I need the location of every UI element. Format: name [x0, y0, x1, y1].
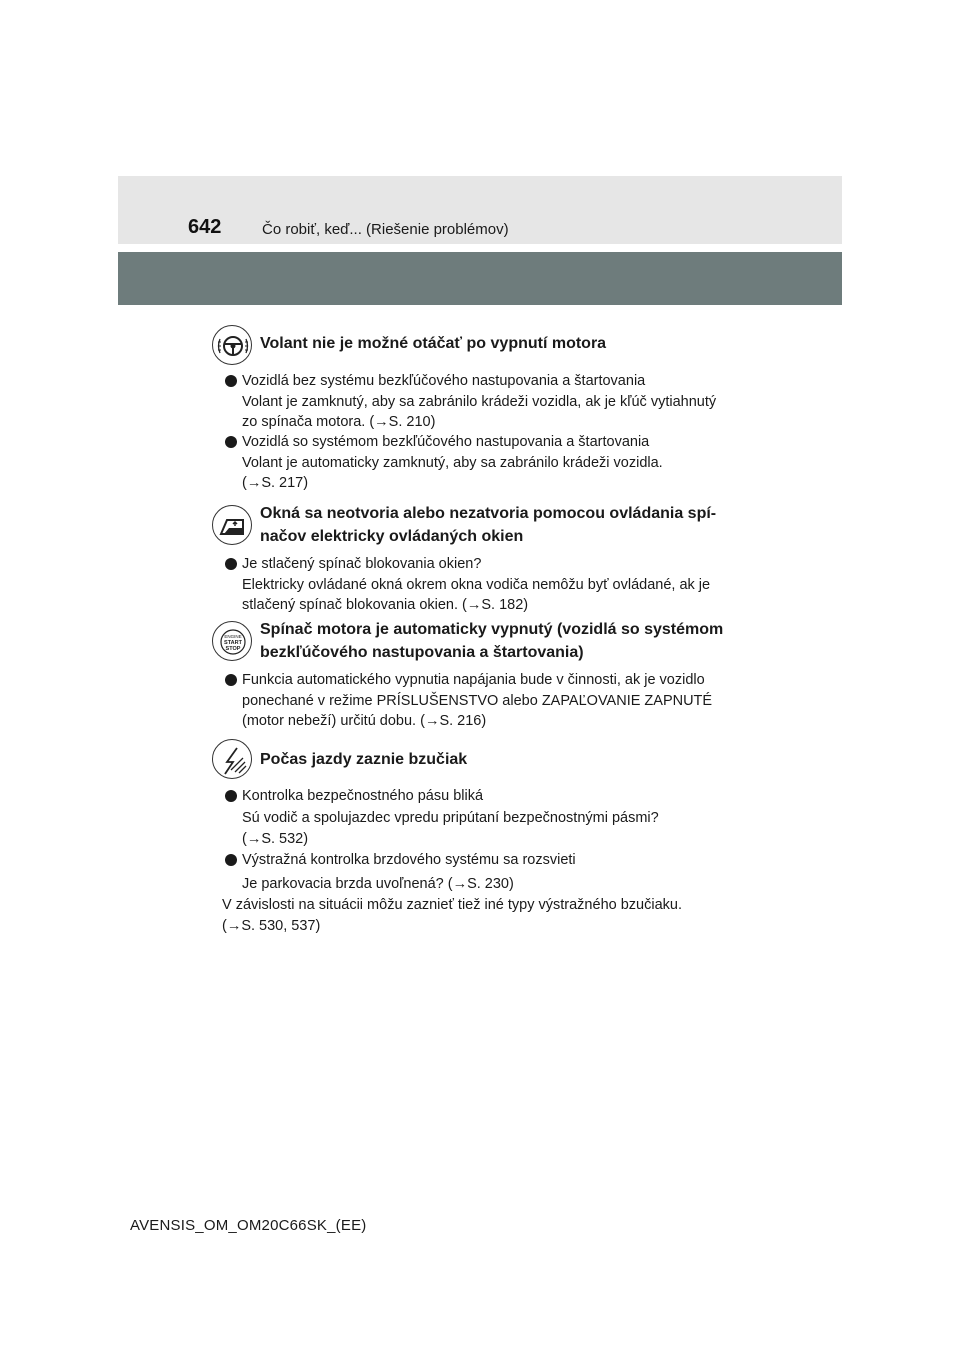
power-window-icon	[212, 505, 252, 545]
paragraph: Funkcia automatického vypnutia napájania bude v činnosti, ak je vozidlo ponechané v režime PRÍSLUŠENSTVO alebo ZAPAĽOVANIE ZAPNUTÉ (motor nebeží) určitú dobu. (→S. 216)	[242, 672, 713, 729]
section-heading: Počas jazdy zaznie bzučiak	[260, 751, 468, 768]
header-title: Čo robiť, keď... (Riešenie problémov)	[262, 221, 509, 238]
steering-lock-icon	[212, 325, 252, 365]
bullet	[225, 790, 237, 802]
paragraph: Kontrolka bezpečnostného pásu bliká	[242, 788, 484, 804]
paragraph: Sú vodič a spolujazdec vpredu pripútaní bezpečnostnými pásmi? (→S. 532)	[242, 810, 659, 847]
section-heading: Volant nie je možné otáčať po vypnutí motora	[260, 335, 607, 352]
paragraph: Je stlačený spínač blokovania okien? Elektricky ovládané okná okrem okna vodiča nemôžu byť ovládané, ak je stlačený spínač blokovania okien. (→S. 182)	[242, 556, 711, 613]
footer-code: AVENSIS_OM_OM20C66SK_(EE)	[130, 1217, 367, 1234]
paragraph: Vozidlá bez systému bezkľúčového nastupovania a štartovania Volant je zamknutý, aby sa zabránilo krádeži vozidla, ak je kľúč vytiahnutý zo spínača motora. (→S. 210)	[242, 373, 717, 430]
svg-text:ENGINE: ENGINE	[224, 634, 242, 639]
svg-text:STOP: STOP	[225, 646, 241, 652]
engine-start-stop-icon	[212, 621, 252, 661]
bullet	[225, 674, 237, 686]
note: V závislosti na situácii môžu zaznieť tiež iné typy výstražného bzučiaku. (→S. 530, 537)	[222, 897, 682, 934]
page-number: 642	[188, 216, 222, 238]
bullet	[225, 558, 237, 570]
bullet	[225, 436, 237, 448]
paragraph: Je parkovacia brzda uvoľnená? (→S. 230)	[242, 876, 514, 892]
section-bar	[118, 252, 842, 305]
warning-buzzer-icon	[212, 739, 252, 779]
paragraph: Výstražná kontrolka brzdového systému sa rozsvieti	[242, 852, 576, 868]
paragraph: Vozidlá so systémom bezkľúčového nastupovania a štartovania Volant je automaticky zamknutý, aby sa zabránilo krádeži vozidla. (→S. 217)	[242, 434, 663, 491]
bullet	[225, 854, 237, 866]
section-heading: Spínač motora je automaticky vypnutý (vozidlá so systémom bezkľúčového nastupovania a štartovania)	[260, 621, 724, 661]
bullet	[225, 375, 237, 387]
svg-text:START: START	[224, 640, 242, 646]
section-heading: Okná sa neotvoria alebo nezatvoria pomocou ovládania spí- načov elektricky ovládaných okien	[260, 505, 717, 545]
